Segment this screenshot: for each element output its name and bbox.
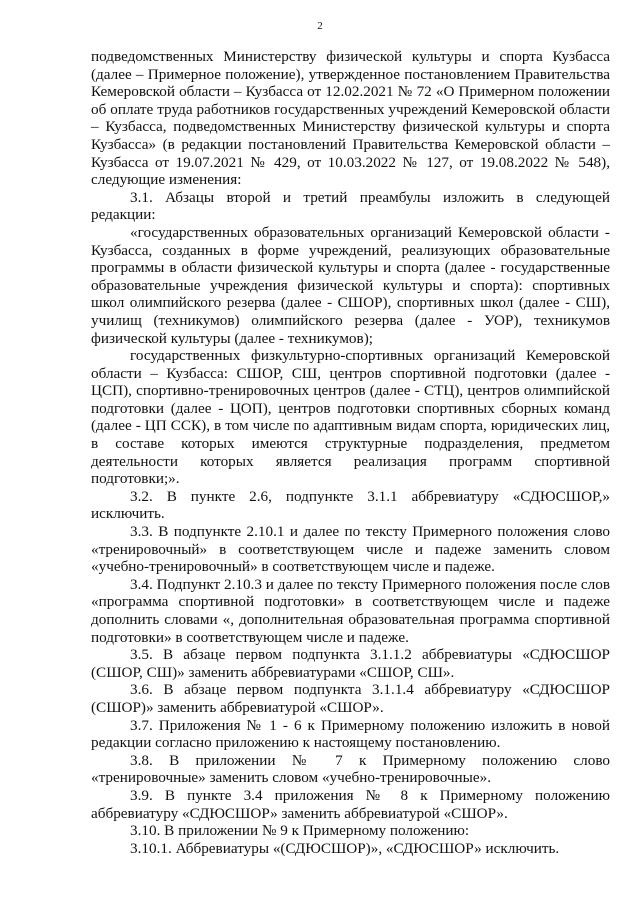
paragraph-3-10-1: 3.10.1. Аббревиатуры «(СДЮСШОР)», «СДЮСШОР» исключить. (130, 839, 560, 857)
paragraph-3-1: 3.1. Абзацы второй и третий преамбулы изложить в следующей редакции: (91, 188, 610, 224)
paragraph-3-7: 3.7. Приложения № 1 - 6 к Примерному положению изложить в новой редакции согласно приложению к настоящему постановлению. (91, 716, 610, 752)
paragraph-3-10: 3.10. В приложении № 9 к Примерному положению: (130, 822, 470, 840)
paragraph-3-6: 3.6. В абзаце первом подпункта 3.1.1.4 аббревиатуру «СДЮСШОР (СШОР)» заменить аббревиатурой «СШОР». (91, 681, 610, 716)
paragraph-3-5: 3.5. В абзаце первом подпункта 3.1.1.2 аббревиатуры «СДЮСШОР (СШОР, СШ)» заменить аббревиатурами «СШОР, СШ». (91, 646, 610, 681)
page-number: 2 (317, 20, 323, 32)
paragraph-3-9: 3.9. В пункте 3.4 приложения № 8 к Примерному положению аббревиатуру «СДЮСШОР» заменить аббревиатурой «СШОР». (91, 786, 610, 822)
paragraph-3-3: 3.3. В подпункте 2.10.1 и далее по тексту Примерного положения слово «тренировочный» в соответствующем числе и падеже заменить словом «учебно-тренировочный» в соответствующем числе и падеже. (91, 523, 610, 576)
paragraph-3-4: 3.4. Подпункт 2.10.3 и далее по тексту Примерного положения после слов «программа спортивной подготовки» в соответствующем числе и падеже дополнить словами «, дополнительная образовательная программа спортивной подготовки» в соответствующем числе и падеже. (91, 575, 610, 646)
paragraph-continuation: подведомственных Министерству физической культуры и спорта Кузбасса (далее – Примерное положение), утвержденное постановлением Правительства Кемеровской области – Кузбасса от 12.02.2021 № 72 «О Примерном положении об оплате труда работников государственных учреждений Кемеровской области – Кузбасса, подведомственных Министерству физической культуры и спорта Кузбасса» (в редакции постановлений Правительства Кемеровской области – Кузбасса от 19.07.2021 № 429, от 10.03.2022 № 127, от 19.08.2022 № 548), следующие изменения: (91, 48, 610, 189)
paragraph-quote-sports-orgs: государственных физкультурно-спортивных организаций Кемеровской области – Кузбасса: СШОР, СШ, центров спортивной подготовки (далее - ЦСП), спортивно-тренировочных центров (далее - СТЦ), центров олимпийской подготовки (далее - ЦОП), центров подготовки спортивных сборных команд (далее - ЦП ССК), в том числе по адаптивным видам спорта, юридических лиц, в составе которых имеются структурные подразделения, предметом деятельности которых является реализация программ спортивной подготовки;». (91, 347, 610, 488)
document-body (91, 48, 610, 857)
paragraph-3-2: 3.2. В пункте 2.6, подпункте 3.1.1 аббревиатуру «СДЮСШОР,» исключить. (91, 487, 610, 523)
paragraph-3-8: 3.8. В приложении № 7 к Примерному положению слово «тренировочные» заменить словом «учебно-тренировочные». (91, 751, 610, 787)
paragraph-quote-educational-orgs: «государственных образовательных организаций Кемеровской области - Кузбасса, созданных в форме учреждений, реализующих образовательные программы в области физической культуры и спорта (далее - государственные образовательные учреждения физической культуры и спорта): спортивных школ олимпийского резерва (далее - СШОР), спортивных школ (далее - СШ), училищ (техникумов) олимпийского резерва (далее - УОР), техникумов физической культуры (далее - техникумов); (91, 223, 610, 347)
